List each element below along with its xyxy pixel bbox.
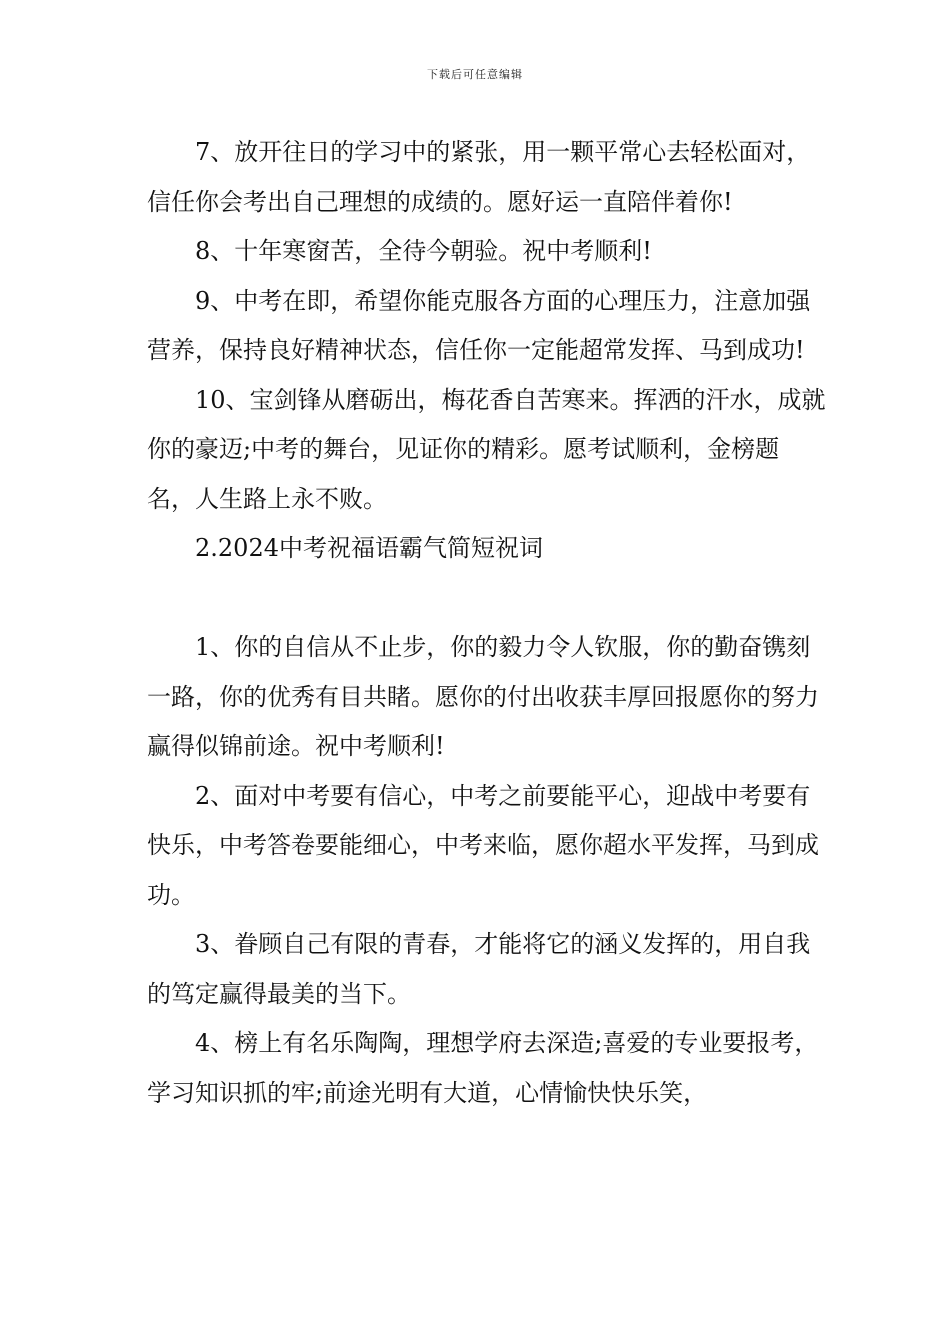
wish-item-10: 10、宝剑锋从磨砺出，梅花香自苦寒来。挥洒的汗水，成就你的豪迈;中考的舞台，见证你的精彩。愿考试顺利，金榜题名，人生路上永不败。 [147,385,826,513]
wish-item-2: 2、面对中考要有信心，中考之前要能平心，迎战中考要有快乐，中考答卷要能细心，中考来临，愿你超水平发挥，马到成功。 [147,781,819,909]
document-body [147,128,827,1118]
section-heading: 2.2024中考祝福语霸气简短祝词 [195,534,543,562]
wish-item-8: 8、十年寒窗苦，全待今朝验。祝中考顺利! [195,237,652,265]
wish-item-7: 7、放开往日的学习中的紧张，用一颗平常心去轻松面对，信任你会考出自己理想的成绩的。愿好运一直陪伴着你! [147,138,811,216]
wish-item-3: 3、眷顾自己有限的青春，才能将它的涵义发挥的，用自我的笃定赢得最美的当下。 [147,930,811,1008]
page-header-note: 下载后可任意编辑 [427,68,523,81]
wish-item-1: 1、你的自信从不止步，你的毅力令人钦服，你的勤奋镌刻一路，你的优秀有目共睹。愿你的付出收获丰厚回报愿你的努力赢得似锦前途。祝中考顺利! [147,633,819,760]
wish-item-4: 4、榜上有名乐陶陶，理想学府去深造;喜爱的专业要报考，学习知识抓的牢;前途光明有大道，心情愉快快乐笑， [147,1029,819,1107]
wish-item-9: 9、中考在即，希望你能克服各方面的心理压力，注意加强营养，保持良好精神状态，信任你一定能超常发挥、马到成功! [147,286,811,364]
